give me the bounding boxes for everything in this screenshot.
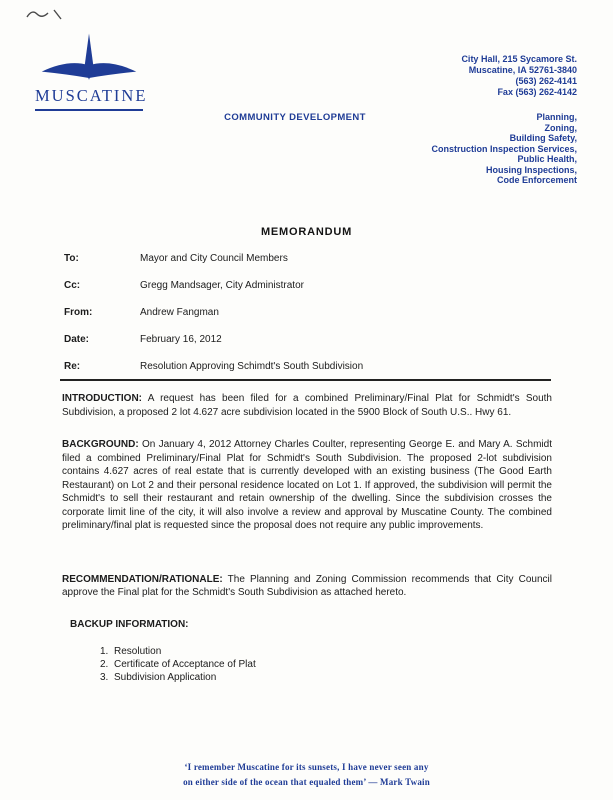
city-logo bbox=[35, 32, 148, 111]
quote-line: ‘I remember Muscatine for its sunsets, I have never seen any bbox=[184, 762, 429, 772]
field-label: From: bbox=[64, 307, 93, 318]
backup-list bbox=[62, 645, 552, 684]
section-heading: RECOMMENDATION/RATIONALE: bbox=[62, 573, 223, 585]
address-line: (563) 262-4141 bbox=[515, 76, 577, 86]
section-text: On January 4, 2012 Attorney Charles Coulter, representing George E. and Mary A. Schmidt filed a combined Preliminary/Final Plat for Schmidt's South Subdivision. The proposed 2-lot subdivision contains 4.627 acres of real estate that is currently developed with an existing business (The Good Earth Restaurant) on Lot 2 and their personal residence located on Lot 1. If approved, the subdivision will permit the Schmidt's to sell their restaurant and retain ownership of the dwelling. Since the subdivision crosses the corporate limit line of the city, it will also involve a review and approval by Muscatine County. The combined preliminary/final plat is requested since the proposal does not require any public improvements. bbox=[62, 439, 552, 531]
list-number: 3. bbox=[100, 672, 109, 683]
service-item: Code Enforcement bbox=[496, 175, 577, 185]
section-heading: INTRODUCTION: bbox=[62, 393, 142, 404]
memo-field-re bbox=[64, 361, 363, 372]
compass-icon bbox=[39, 32, 139, 84]
field-label: Re: bbox=[64, 361, 81, 372]
service-item: Planning, bbox=[536, 112, 577, 122]
field-value: Resolution Approving Schimdt's South Subdivision bbox=[140, 361, 364, 372]
list-item bbox=[100, 658, 552, 671]
department-title: COMMUNITY DEVELOPMENT bbox=[224, 112, 366, 123]
memo-body bbox=[62, 392, 552, 684]
memo-field-cc bbox=[64, 280, 363, 291]
address-line: Fax (563) 262-4142 bbox=[497, 87, 577, 97]
section-text: The Planning and Zoning Commission recommends that City Council approve the Final plat for the Schmidt's South Subdivision as attached hereto. bbox=[62, 573, 552, 598]
field-value: Andrew Fangman bbox=[140, 307, 219, 318]
field-label: Date: bbox=[64, 334, 90, 345]
memo-field-date bbox=[64, 334, 363, 345]
memo-fields bbox=[64, 253, 363, 388]
list-label: Subdivision Application bbox=[114, 672, 217, 683]
memo-field-to bbox=[64, 253, 363, 264]
list-number: 1. bbox=[100, 646, 109, 657]
field-value: Gregg Mandsager, City Administrator bbox=[140, 280, 304, 291]
section-text: A request has been filed for a combined Preliminary/Final Plat for Schmidt's South Subdivision, a proposed 2 lot 4.627 acre subdivision located in the 5900 Block of South U.S.. Hwy 61. bbox=[62, 393, 552, 418]
service-item: Building Safety, bbox=[509, 133, 577, 143]
address-line: City Hall, 215 Sycamore St. bbox=[461, 54, 577, 64]
memo-title: MEMORANDUM bbox=[260, 226, 353, 238]
memo-field-from bbox=[64, 307, 363, 318]
section-heading: BACKGROUND: bbox=[62, 439, 139, 450]
address-block bbox=[461, 54, 577, 98]
field-value: February 16, 2012 bbox=[140, 334, 222, 345]
service-item: Zoning, bbox=[544, 122, 577, 133]
footer-quote bbox=[0, 760, 613, 790]
service-item: Construction Inspection Services, bbox=[431, 143, 577, 154]
divider bbox=[60, 379, 551, 381]
field-label: Cc: bbox=[64, 280, 81, 291]
list-label: Certificate of Acceptance of Plat bbox=[114, 659, 256, 670]
quote-line: on either side of the ocean that equaled them’ — Mark Twain bbox=[183, 777, 430, 787]
section-background bbox=[62, 438, 552, 533]
field-label: To: bbox=[64, 253, 79, 264]
service-item: Housing Inspections, bbox=[485, 164, 577, 175]
section-recommendation bbox=[62, 573, 552, 600]
service-item: Public Health, bbox=[517, 154, 577, 164]
list-item bbox=[100, 671, 552, 684]
services-list bbox=[431, 112, 577, 186]
backup-heading: BACKUP INFORMATION: bbox=[70, 618, 189, 630]
handwritten-mark bbox=[24, 5, 68, 25]
list-label: Resolution bbox=[114, 646, 162, 657]
list-item bbox=[100, 645, 552, 658]
logo-text: MUSCATINE bbox=[35, 86, 148, 105]
section-introduction bbox=[62, 392, 552, 419]
field-value: Mayor and City Council Members bbox=[140, 253, 288, 264]
address-line: Muscatine, IA 52761-3840 bbox=[468, 65, 577, 75]
list-number: 2. bbox=[100, 659, 109, 670]
